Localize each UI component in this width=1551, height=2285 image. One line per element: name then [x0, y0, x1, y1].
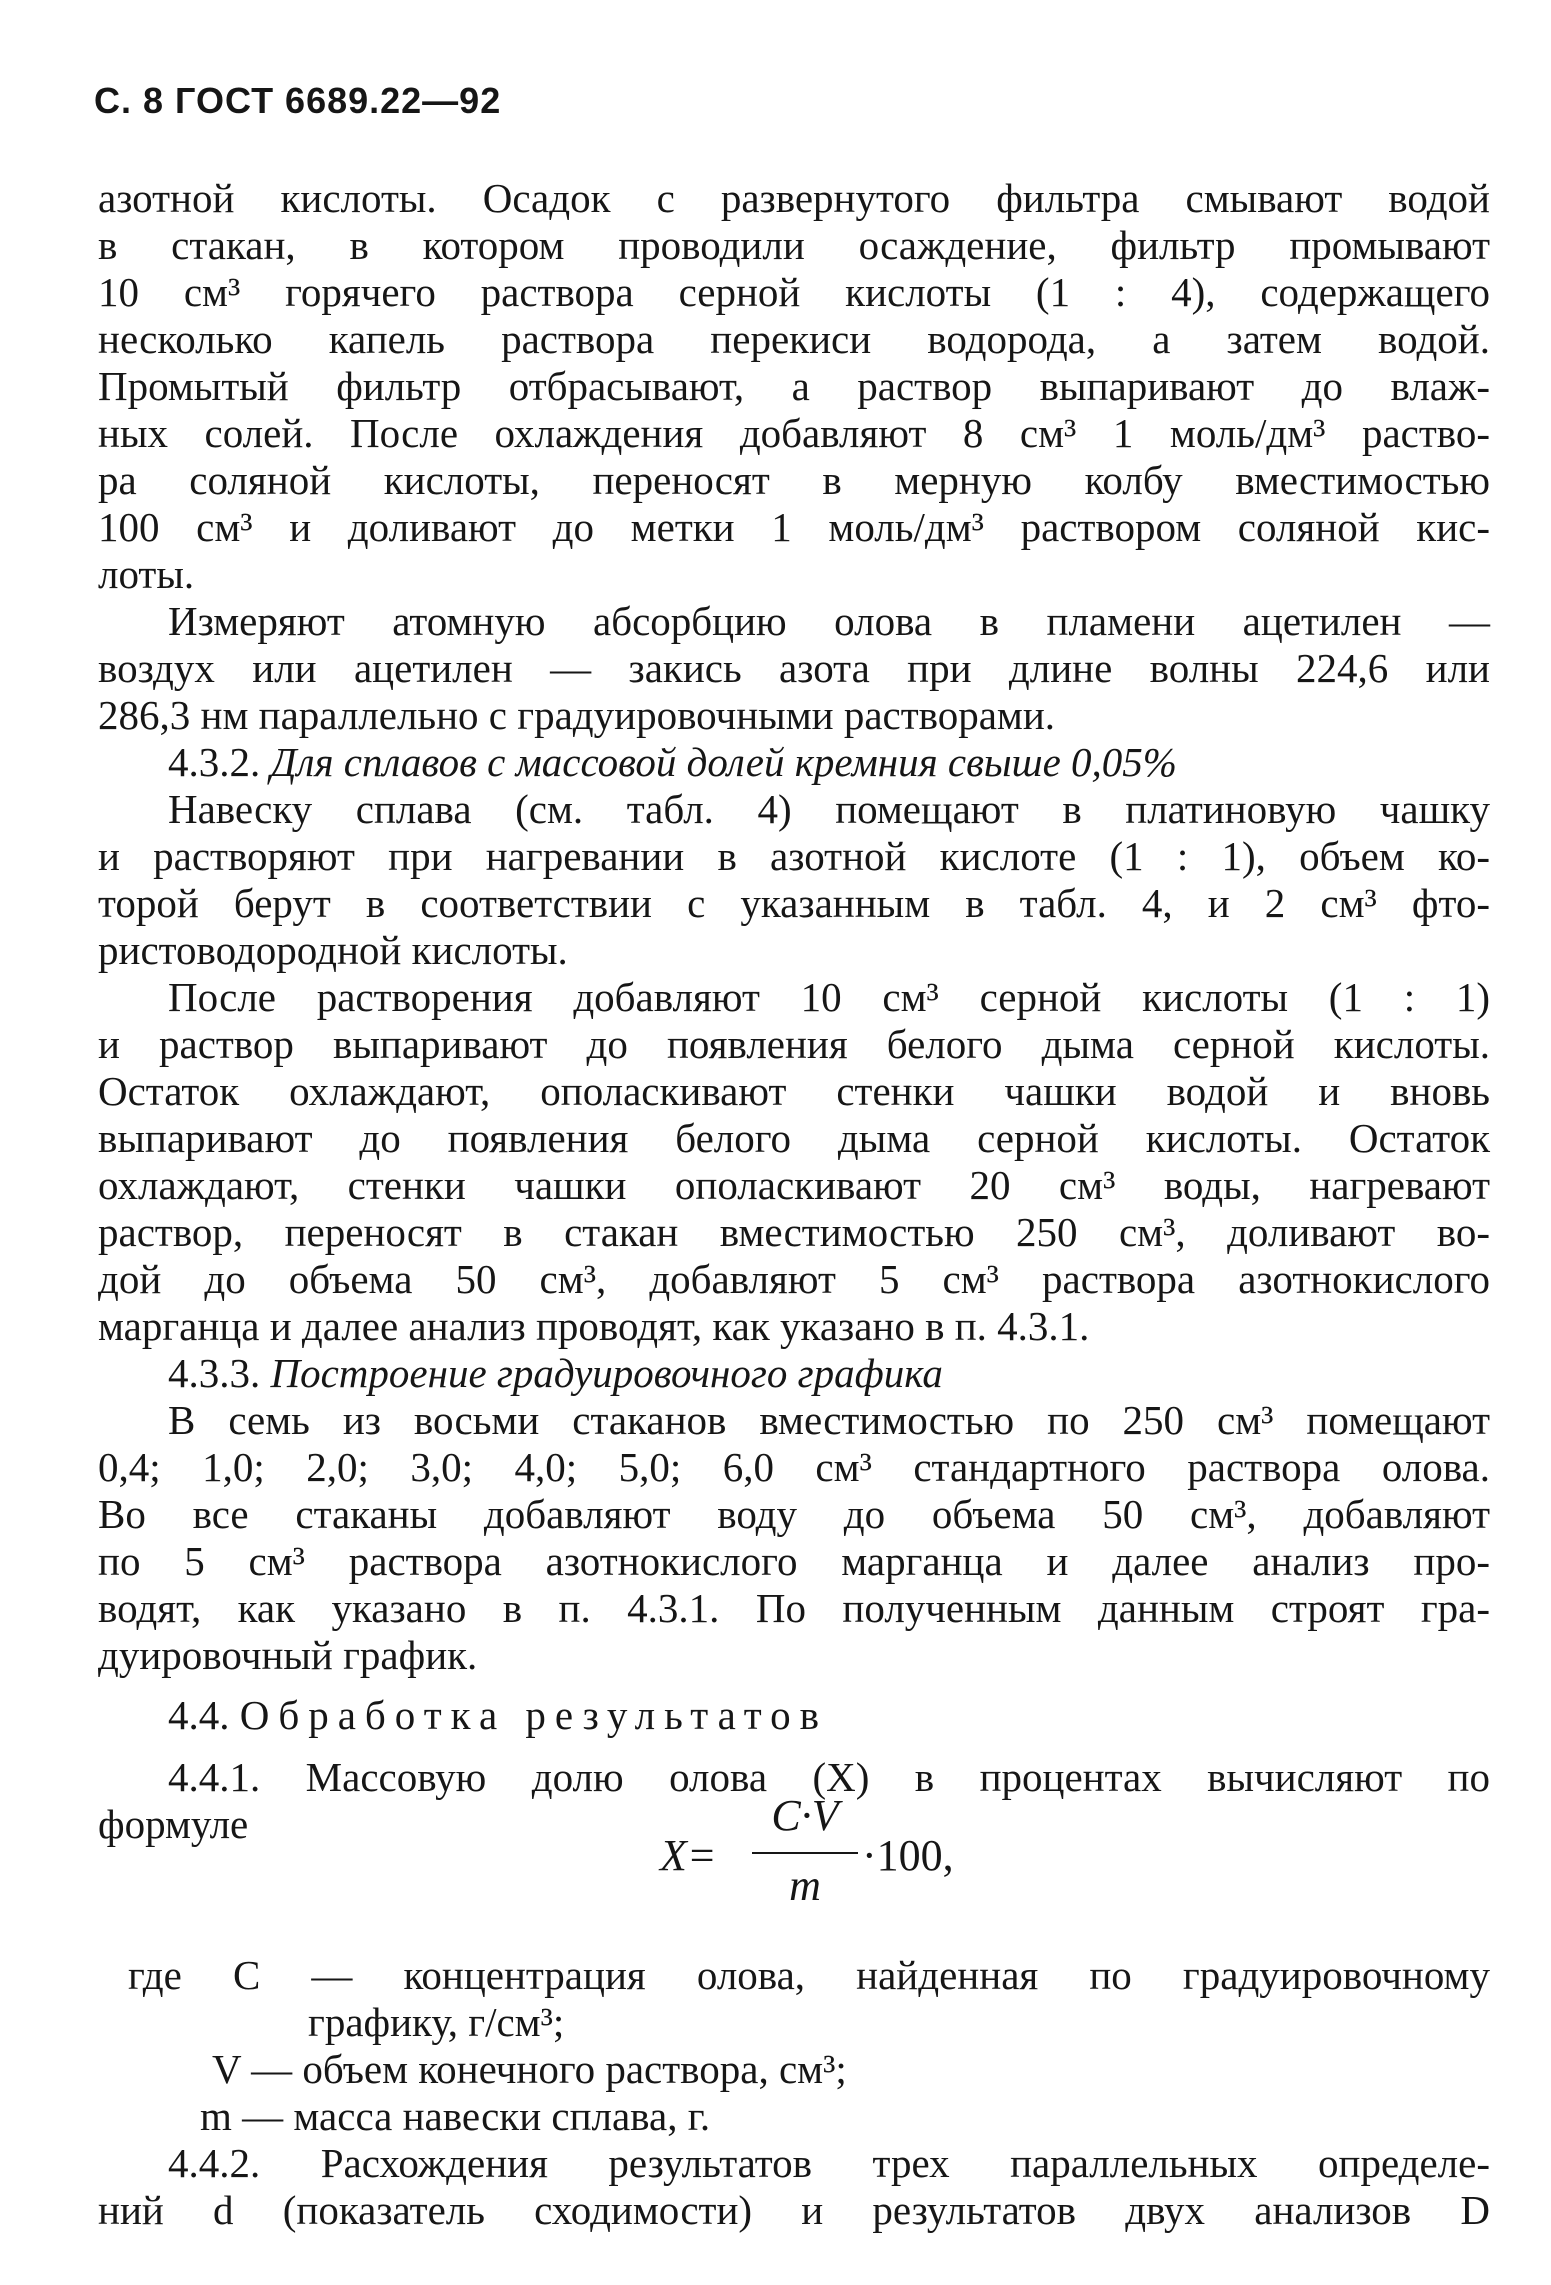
where-line: графику, г/см³; — [308, 1999, 565, 2045]
text-line: несколько капель раствора перекиси водорода, а затем водой. — [98, 316, 1490, 362]
text-line: Остаток охлаждают, ополаскивают стенки чашки водой и вновь — [98, 1068, 1490, 1114]
text-line: и раствор выпаривают до появления белого дыма серной кислоты. — [98, 1021, 1490, 1067]
section-number: 4.4. — [168, 1692, 230, 1738]
where-line: V — объем конечного раствора, см³; — [212, 2046, 847, 2092]
formula-rhs: ·100, — [862, 1831, 954, 1880]
section-heading-4-4 — [168, 1692, 1490, 1739]
text-line: ристоводородной кислоты. — [98, 927, 568, 973]
section-title: Для сплавов с массовой долей кремния свыше 0,05% — [270, 739, 1177, 785]
section-number: 4.3.3. — [168, 1350, 261, 1396]
text-line: Во все стаканы добавляют воду до объема 50 см³, добавляют — [98, 1491, 1490, 1537]
page-header: С. 8 ГОСТ 6689.22—92 — [94, 80, 502, 121]
text-line: выпаривают до появления белого дыма серной кислоты. Остаток — [98, 1115, 1490, 1161]
section-number: 4.3.2. — [168, 739, 261, 785]
text-line: в стакан, в котором проводили осаждение, фильтр промывают — [98, 222, 1490, 268]
text-line: 0,4; 1,0; 2,0; 3,0; 4,0; 5,0; 6,0 см³ стандартного раствора олова. — [98, 1444, 1490, 1490]
text-line: ний d (показатель сходимости) и результатов двух анализов D — [98, 2187, 1490, 2233]
text-line: ных солей. После охлаждения добавляют 8 см³ 1 моль/дм³ раство- — [98, 410, 1490, 456]
text-line: После растворения добавляют 10 см³ серной кислоты (1 : 1) — [168, 974, 1490, 1020]
where-line: m — масса навески сплава, г. — [200, 2093, 711, 2139]
text-line: В семь из восьми стаканов вместимостью по 250 см³ помещают — [168, 1397, 1490, 1443]
text-line: ра соляной кислоты, переносят в мерную колбу вместимостью — [98, 457, 1490, 503]
text-line: охлаждают, стенки чашки ополаскивают 20 см³ воды, нагревают — [98, 1162, 1490, 1208]
formula-denominator: m — [789, 1861, 821, 1910]
text-line: водят, как указано в п. 4.3.1. По полученным данным строят гра- — [98, 1585, 1490, 1631]
text-line: 4.4.1. Массовую долю олова (X) в процентах вычисляют по — [168, 1754, 1490, 1800]
section-heading-4-3-3 — [168, 1350, 1490, 1397]
fraction-bar — [752, 1852, 858, 1854]
text-line: Измеряют атомную абсорбцию олова в пламени ацетилен — — [168, 598, 1490, 644]
where-line: где C — концентрация олова, найденная по градуировочному — [128, 1952, 1490, 1998]
text-line: 100 см³ и доливают до метки 1 моль/дм³ раствором соляной кис- — [98, 504, 1490, 550]
text-line: воздух или ацетилен — закись азота при длине волны 224,6 или — [98, 645, 1490, 691]
text-line: торой берут в соответствии с указанным в табл. 4, и 2 см³ фто- — [98, 880, 1490, 926]
formula — [640, 1790, 1000, 1930]
text-line: азотной кислоты. Осадок с развернутого фильтра смывают водой — [98, 175, 1490, 221]
text-line: дуировочный график. — [98, 1632, 478, 1678]
text-line: и растворяют при нагревании в азотной кислоте (1 : 1), объем ко- — [98, 833, 1490, 879]
text-line: 4.4.2. Расхождения результатов трех параллельных определе- — [168, 2140, 1490, 2186]
text-line: раствор, переносят в стакан вместимостью 250 см³, доливают во- — [98, 1209, 1490, 1255]
formula-lhs: X= — [660, 1831, 717, 1880]
section-title: Обработка результатов — [239, 1692, 829, 1738]
text-line: 10 см³ горячего раствора серной кислоты (1 : 4), содержащего — [98, 269, 1490, 315]
text-line: по 5 см³ раствора азотнокислого марганца и далее анализ про- — [98, 1538, 1490, 1584]
text-line: формуле — [98, 1801, 249, 1847]
text-line: марганца и далее анализ проводят, как указано в п. 4.3.1. — [98, 1303, 1090, 1349]
text-line: 286,3 нм параллельно с градуировочными растворами. — [98, 692, 1056, 738]
text-line: лоты. — [98, 551, 195, 597]
text-line: Промытый фильтр отбрасывают, а раствор выпаривают до влаж- — [98, 363, 1490, 409]
section-title: Построение градуировочного графика — [270, 1350, 943, 1396]
formula-numerator: C·V — [771, 1791, 839, 1840]
text-line: Навеску сплава (см. табл. 4) помещают в платиновую чашку — [168, 786, 1490, 832]
section-heading-4-3-2 — [168, 739, 1490, 786]
text-line: дой до объема 50 см³, добавляют 5 см³ раствора азотнокислого — [98, 1256, 1490, 1302]
